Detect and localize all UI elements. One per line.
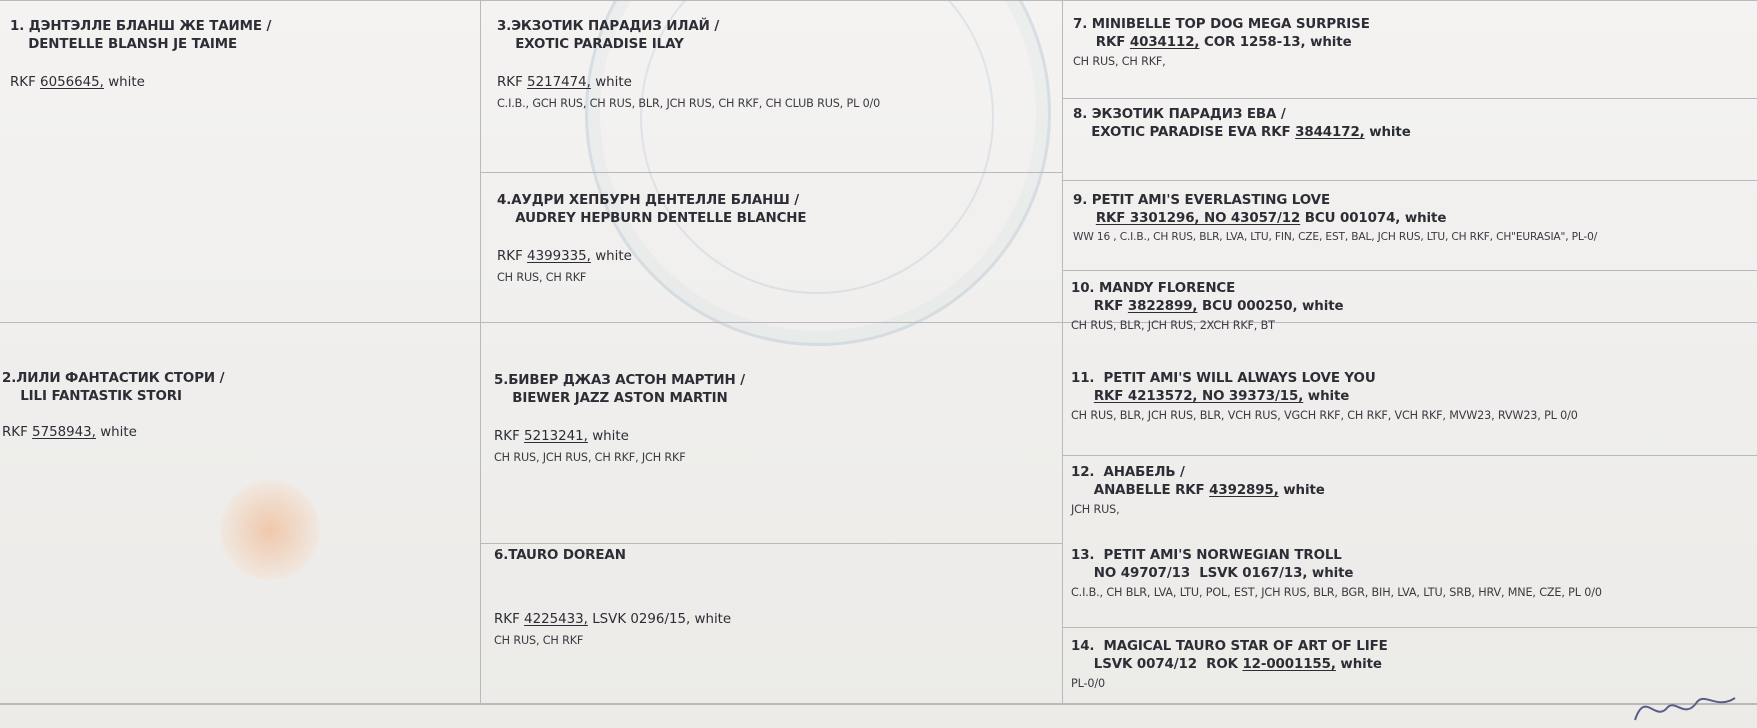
reg-prefix: RKF	[494, 612, 525, 627]
reg-suffix: white	[95, 425, 137, 440]
ancestor-cell-6	[494, 547, 1054, 648]
registration-line	[497, 74, 1057, 92]
reg-number: 4392895,	[1209, 483, 1279, 498]
reg-prefix	[1073, 211, 1096, 226]
registration-line	[1071, 482, 1755, 500]
registration-line	[1071, 656, 1755, 674]
grid-line-c8-c9	[1062, 180, 1757, 181]
reg-prefix: RKF	[10, 75, 41, 90]
signature-scribble	[1625, 680, 1755, 728]
ancestor-cell-9	[1073, 192, 1757, 245]
reg-suffix: BCU 000250, white	[1197, 299, 1344, 314]
reg-suffix: white	[1303, 389, 1350, 404]
grid-line-c9-c10	[1062, 270, 1757, 271]
reg-number: 6056645,	[40, 75, 104, 90]
titles-line: WW 16 , C.I.B., CH RUS, BLR, LVA, LTU, FIN, CZE, EST, BAL, JCH RUS, LTU, CH RKF, CH"EURASIA", PL-0/	[1073, 231, 1598, 243]
reg-suffix: white	[587, 429, 629, 444]
ancestor-name-line: 2.ЛИЛИ ФАНТАСТИК СТОРИ /	[2, 371, 225, 386]
ancestor-cell-2	[2, 370, 472, 442]
reg-number: 4034112,	[1129, 35, 1200, 50]
titles-line: CH RUS, CH RKF	[497, 271, 587, 284]
reg-number: 5217474,	[527, 75, 591, 90]
grid-line-col2	[1062, 0, 1063, 703]
ancestor-name-line: DENTELLE BLANSH JE TAIME	[10, 37, 237, 52]
reg-prefix: RKF	[497, 249, 528, 264]
grid-line-c5-c6	[480, 543, 1062, 544]
titles-line: CH RUS, BLR, JCH RUS, 2XCH RKF, BT	[1071, 319, 1275, 332]
ancestor-cell-4	[497, 192, 1057, 285]
reg-prefix: NO 49707/13 LSVK 0167/13, white	[1071, 566, 1354, 581]
reg-suffix: white	[590, 249, 632, 264]
reg-prefix: RKF	[2, 425, 33, 440]
grid-line-c13-c14	[1062, 627, 1757, 628]
ancestor-name-line: 6.TAURO DOREAN	[494, 548, 626, 563]
grid-line-c11-c12	[1062, 455, 1757, 456]
registration-line	[1071, 388, 1755, 406]
ancestor-cell-12	[1071, 464, 1755, 517]
reg-suffix: white	[1278, 483, 1325, 498]
ancestor-cell-7	[1073, 16, 1757, 69]
ancestor-cell-3	[497, 18, 1057, 111]
reg-suffix: white	[1364, 125, 1411, 140]
titles-line: C.I.B., CH BLR, LVA, LTU, POL, EST, JCH RUS, BLR, BGR, BIH, LVA, LTU, SRB, HRV, MNE, CZE, PL 0/0	[1071, 586, 1602, 599]
reg-suffix: COR 1258-13, white	[1199, 35, 1352, 50]
titles-line: CH RUS, BLR, JCH RUS, BLR, VCH RUS, VGCH RKF, CH RKF, VCH RKF, MVW23, RVW23, PL 0/0	[1071, 409, 1578, 422]
reg-suffix: white	[590, 75, 632, 90]
reg-number: 3822899,	[1127, 299, 1198, 314]
titles-line: JCH RUS,	[1071, 503, 1120, 516]
ancestor-name-line: 1. ДЭНТЭЛЛЕ БЛАНШ ЖЕ ТАИМЕ /	[10, 19, 272, 34]
registration-line	[1073, 34, 1757, 52]
registration-line	[1073, 124, 1757, 142]
reg-prefix: RKF	[497, 75, 528, 90]
registration-line	[1071, 565, 1755, 583]
registration-line	[497, 248, 1057, 266]
registration-line	[10, 74, 470, 92]
reg-number: 4225433,	[524, 612, 588, 627]
ancestor-cell-11	[1071, 370, 1755, 423]
reg-prefix: RKF	[1073, 35, 1130, 50]
ancestor-name-line: 5.БИВЕР ДЖАЗ АСТОН МАРТИН /	[494, 373, 745, 388]
reg-prefix: RKF	[494, 429, 525, 444]
ancestor-name-line: 8. ЭКЗОТИК ПАРАДИЗ ЕВА /	[1073, 107, 1286, 122]
registration-line	[494, 428, 1054, 446]
titles-line: CH RUS, JCH RUS, CH RKF, JCH RKF	[494, 451, 686, 464]
registration-line	[494, 611, 1054, 629]
reg-prefix: ANABELLE RKF	[1071, 483, 1210, 498]
ancestor-name-line: 7. MINIBELLE TOP DOG MEGA SURPRISE	[1073, 17, 1370, 32]
ancestor-name-line: 9. PETIT AMI'S EVERLASTING LOVE	[1073, 193, 1330, 208]
ancestor-name-line: EXOTIC PARADISE ILAY	[497, 37, 684, 52]
titles-line: CH RUS, CH RKF	[494, 634, 584, 647]
reg-prefix: EXOTIC PARADISE EVA RKF	[1073, 125, 1296, 140]
ancestor-name-line: 10. MANDY FLORENCE	[1071, 281, 1236, 296]
reg-number: 4399335,	[527, 249, 591, 264]
reg-number: 5213241,	[524, 429, 588, 444]
grid-line-top	[0, 0, 1757, 1]
ancestor-cell-10	[1071, 280, 1755, 333]
ancestor-cell-5	[494, 372, 1054, 465]
reg-suffix: white	[1335, 657, 1382, 672]
reg-suffix: white	[103, 75, 145, 90]
registration-line	[2, 424, 472, 442]
titles-line: CH RUS, CH RKF,	[1073, 55, 1166, 68]
ancestor-name-line: 12. АНАБЕЛЬ /	[1071, 465, 1185, 480]
registration-line	[1073, 210, 1757, 228]
ancestor-cell-13	[1071, 547, 1755, 600]
reg-suffix: LSVK 0296/15, white	[587, 612, 732, 627]
grid-line-col1	[480, 0, 481, 703]
reg-number: 3844172,	[1295, 125, 1365, 140]
grid-line-bottom	[0, 703, 1757, 705]
ancestor-name-line: AUDREY HEPBURN DENTELLE BLANCHE	[497, 211, 807, 226]
ancestor-name-line: 3.ЭКЗОТИК ПАРАДИЗ ИЛАЙ /	[497, 19, 720, 34]
ancestor-name-line: 13. PETIT AMI'S NORWEGIAN TROLL	[1071, 548, 1342, 563]
reg-number: 5758943,	[32, 425, 96, 440]
ancestor-name-line: LILI FANTASTIK STORI	[2, 389, 182, 404]
reg-prefix: LSVK 0074/12 ROK	[1071, 657, 1243, 672]
ancestor-name-line: 11. PETIT AMI'S WILL ALWAYS LOVE YOU	[1071, 371, 1376, 386]
registration-line	[1071, 298, 1755, 316]
reg-prefix	[1071, 389, 1094, 404]
titles-line: C.I.B., GCH RUS, CH RUS, BLR, JCH RUS, CH RKF, CH CLUB RUS, PL 0/0	[497, 97, 881, 110]
grid-line-c3-c4	[480, 172, 1062, 173]
ancestor-name-line: 14. MAGICAL TAURO STAR OF ART OF LIFE	[1071, 639, 1388, 654]
ancestor-name-line: BIEWER JAZZ ASTON MARTIN	[494, 391, 728, 406]
titles-line: PL-0/0	[1071, 677, 1105, 690]
ancestor-cell-1	[10, 18, 470, 92]
reg-number: RKF 4213572, NO 39373/15,	[1093, 389, 1304, 404]
grid-line-c7-c8	[1062, 98, 1757, 99]
reg-prefix: RKF	[1071, 299, 1128, 314]
ancestor-cell-8	[1073, 106, 1757, 142]
reg-number: 12-0001155,	[1242, 657, 1336, 672]
reg-number: RKF 3301296, NO 43057/12	[1095, 211, 1301, 226]
reg-suffix: BCU 001074, white	[1300, 211, 1447, 226]
ancestor-name-line: 4.АУДРИ ХЕПБУРН ДЕНТЕЛЛЕ БЛАНШ /	[497, 193, 799, 208]
